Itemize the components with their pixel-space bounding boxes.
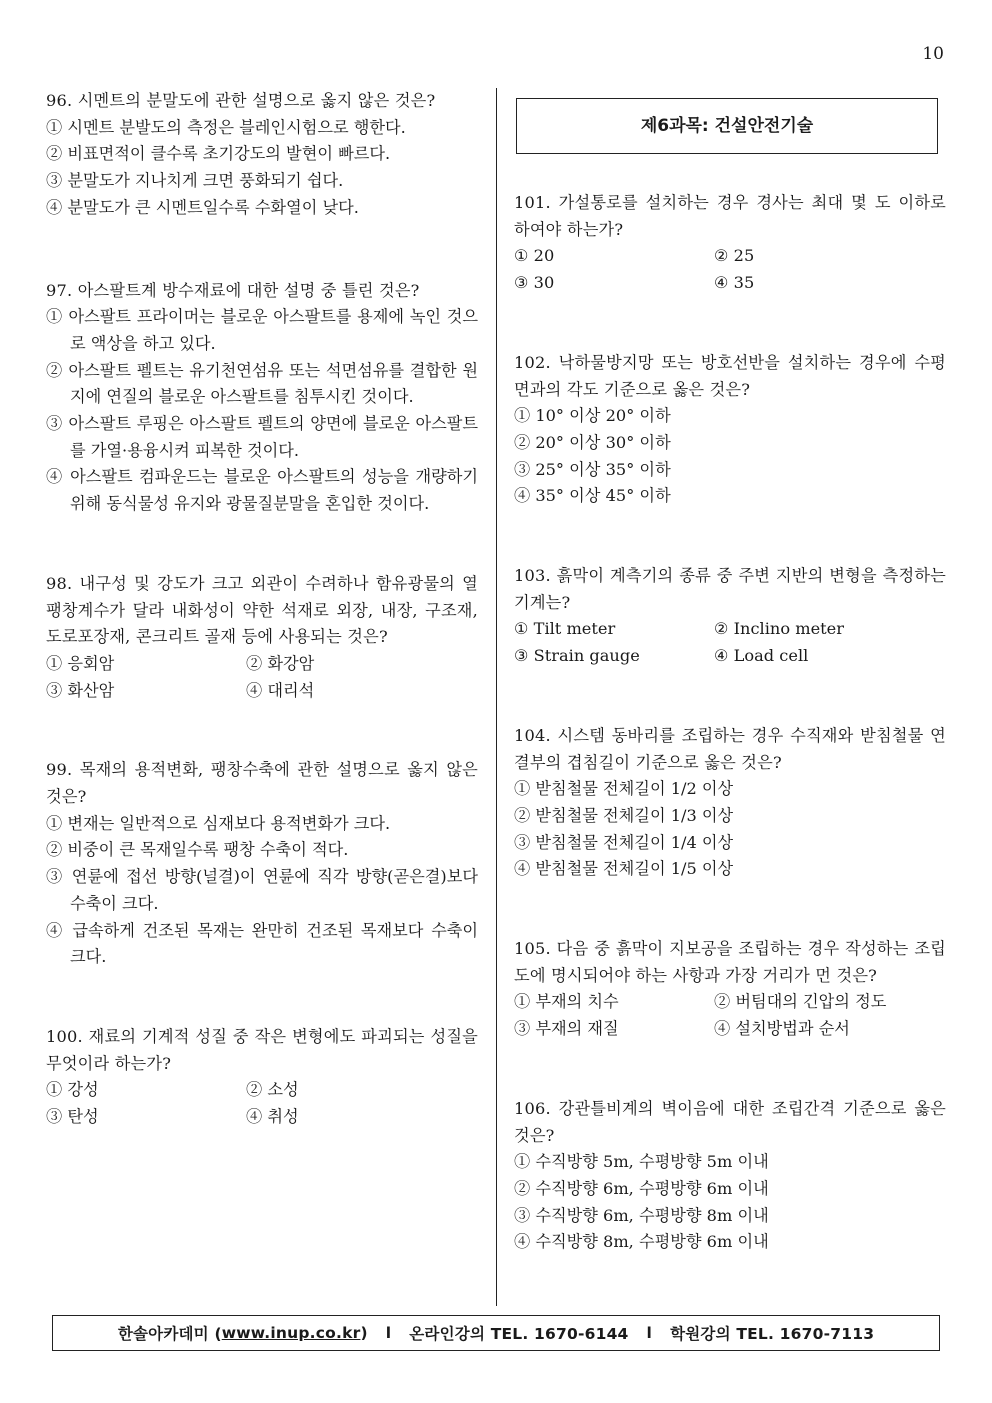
option: ③ 연륜에 접선 방향(널결)이 연륜에 직각 방향(곧은결)보다 수축이 크다. <box>46 867 478 913</box>
question-104 <box>514 723 946 883</box>
question-stem: 103. 흙막이 계측기의 종류 중 주변 지반의 변형을 측정하는 기계는? <box>514 566 946 612</box>
question-98 <box>46 571 478 705</box>
option: ④ 대리석 <box>246 680 315 700</box>
question-106 <box>514 1096 946 1256</box>
option: ① 응회암 <box>46 653 115 673</box>
option: ③ 화산암 <box>46 680 115 700</box>
column-divider <box>496 88 497 1306</box>
option: ① 시멘트 분발도의 측정은 블레인시험으로 행한다. <box>46 117 406 137</box>
option: ① 변재는 일반적으로 심재보다 용적변화가 크다. <box>46 813 391 833</box>
footer-offline: 학원강의 TEL. 1670-7113 <box>670 1325 875 1343</box>
question-105 <box>514 936 946 1043</box>
option: ② 아스팔트 펠트는 유기천연섬유 또는 석면섬유를 결합한 원지에 연질의 블로운 아스팔트를 침투시킨 것이다. <box>46 360 478 407</box>
question-99 <box>46 757 478 971</box>
option: ③ 수직방향 6m, 수평방향 8m 이내 <box>514 1205 769 1225</box>
question-stem: 98. 내구성 및 강도가 크고 외관이 수려하나 함유광물의 열팽창계수가 달라 내화성이 약한 석재로 외장, 내장, 구조재, 도로포장재, 콘크리트 골재 등에 사용되는 것은? <box>46 573 478 647</box>
option: ④ 설치방법과 순서 <box>714 1019 850 1039</box>
subject-title-box <box>516 98 938 154</box>
footer-online: 온라인강의 TEL. 1670-6144 <box>409 1325 629 1343</box>
option: ② 수직방향 6m, 수평방향 6m 이내 <box>514 1178 769 1198</box>
subject-title: 제6과목: 건설안전기술 <box>640 115 814 136</box>
question-100 <box>46 1024 478 1131</box>
option: ③ 받침철물 전체길이 1/4 이상 <box>514 832 734 852</box>
option: ④ 35° 이상 45° 이하 <box>514 486 671 506</box>
option: ② 화강암 <box>246 653 315 673</box>
option-grid <box>514 989 946 1042</box>
option: ② 받침철물 전체길이 1/3 이상 <box>514 805 734 825</box>
option-grid <box>514 243 946 296</box>
option: ② 비중이 큰 목재일수록 팽창 수축이 적다. <box>46 840 349 860</box>
option: ① 강성 <box>46 1080 99 1100</box>
option: ① 20 <box>514 246 555 266</box>
footer-box <box>52 1315 940 1351</box>
question-96 <box>46 88 478 222</box>
option: ③ 25° 이상 35° 이하 <box>514 459 671 479</box>
option: ④ 취성 <box>246 1107 299 1127</box>
option: ④ 급속하게 건조된 목재는 완만히 건조된 목재보다 수축이 크다. <box>46 920 478 967</box>
option: ① 받침철물 전체길이 1/2 이상 <box>514 779 734 799</box>
question-stem: 105. 다음 중 흙막이 지보공을 조립하는 경우 작성하는 조립도에 명시되어야 하는 사항과 가장 거리가 먼 것은? <box>514 939 946 985</box>
option: ④ 분말도가 큰 시멘트일수록 수화열이 낮다. <box>46 197 359 217</box>
option: ③ 분말도가 지나치게 크면 풍화되기 쉽다. <box>46 171 344 191</box>
left-column <box>46 88 478 1131</box>
option: ④ 수직방향 8m, 수평방향 6m 이내 <box>514 1232 769 1252</box>
option-grid <box>46 651 478 704</box>
option: ④ 35 <box>714 273 755 293</box>
footer-paren: ) <box>360 1324 368 1342</box>
question-103 <box>514 563 946 670</box>
option: ① 부재의 치수 <box>514 992 619 1012</box>
footer-separator: l <box>646 1324 653 1342</box>
option: ② 20° 이상 30° 이하 <box>514 432 671 452</box>
question-stem: 100. 재료의 기계적 성질 중 작은 변형에도 파괴되는 성질을 무엇이라 하는가? <box>46 1026 478 1073</box>
option: ① 수직방향 5m, 수평방향 5m 이내 <box>514 1152 769 1172</box>
option: ③ 아스팔트 루핑은 아스팔트 펠트의 양면에 블로운 아스팔트를 가열·용융시켜 피복한 것이다. <box>46 414 478 460</box>
question-97 <box>46 278 478 518</box>
question-stem: 96. 시멘트의 분말도에 관한 설명으로 옳지 않은 것은? <box>46 91 436 110</box>
footer-academy: 한솔아카데미 ( <box>117 1325 222 1343</box>
question-stem: 97. 아스팔트계 방수재료에 대한 설명 중 틀린 것은? <box>46 280 420 300</box>
option-grid <box>514 616 946 669</box>
option: ③ 부재의 재질 <box>514 1019 619 1039</box>
option: ④ 받침철물 전체길이 1/5 이상 <box>514 859 734 879</box>
option: ④ 아스팔트 컴파운드는 블로운 아스팔트의 성능을 개량하기 위해 동식물성 유지와 광물질분말을 혼입한 것이다. <box>46 467 478 514</box>
option: ① 아스팔트 프라이머는 블로운 아스팔트를 용제에 녹인 것으로 액상을 하고 있다. <box>46 307 478 353</box>
question-stem: 102. 낙하물방지망 또는 방호선반을 설치하는 경우에 수평면과의 각도 기준으로 옳은 것은? <box>514 352 946 399</box>
option: ② 소성 <box>246 1080 299 1100</box>
question-stem: 104. 시스템 동바리를 조립하는 경우 수직재와 받침철물 연결부의 겹침길이 기준으로 옳은 것은? <box>514 725 946 772</box>
option: ③ 탄성 <box>46 1107 99 1127</box>
option: ① 10° 이상 20° 이하 <box>514 406 671 426</box>
question-102 <box>514 350 946 510</box>
question-stem: 106. 강관틀비계의 벽이음에 대한 조립간격 기준으로 옳은 것은? <box>514 1098 946 1145</box>
page-number: 10 <box>922 44 944 64</box>
footer-separator: l <box>385 1324 392 1342</box>
question-stem: 99. 목재의 용적변화, 팽창수축에 관한 설명으로 옳지 않은 것은? <box>46 760 478 807</box>
option: ③ 30 <box>514 273 555 293</box>
footer-url-link[interactable]: www.inup.co.kr <box>221 1324 361 1342</box>
option: ② 25 <box>714 246 755 266</box>
right-column <box>514 88 946 1256</box>
option: ② 비표면적이 클수록 초기강도의 발현이 빠르다. <box>46 144 391 164</box>
option: ② 버팀대의 긴압의 정도 <box>714 992 887 1012</box>
question-stem: 101. 가설통로를 설치하는 경우 경사는 최대 몇 도 이하로 하여야 하는가? <box>514 193 946 239</box>
option: ④ Load cell <box>714 646 809 666</box>
option: ② Inclino meter <box>714 619 844 639</box>
option: ① Tilt meter <box>514 619 616 639</box>
option: ③ Strain gauge <box>514 646 640 666</box>
option-grid <box>46 1077 478 1130</box>
question-101 <box>514 190 946 297</box>
